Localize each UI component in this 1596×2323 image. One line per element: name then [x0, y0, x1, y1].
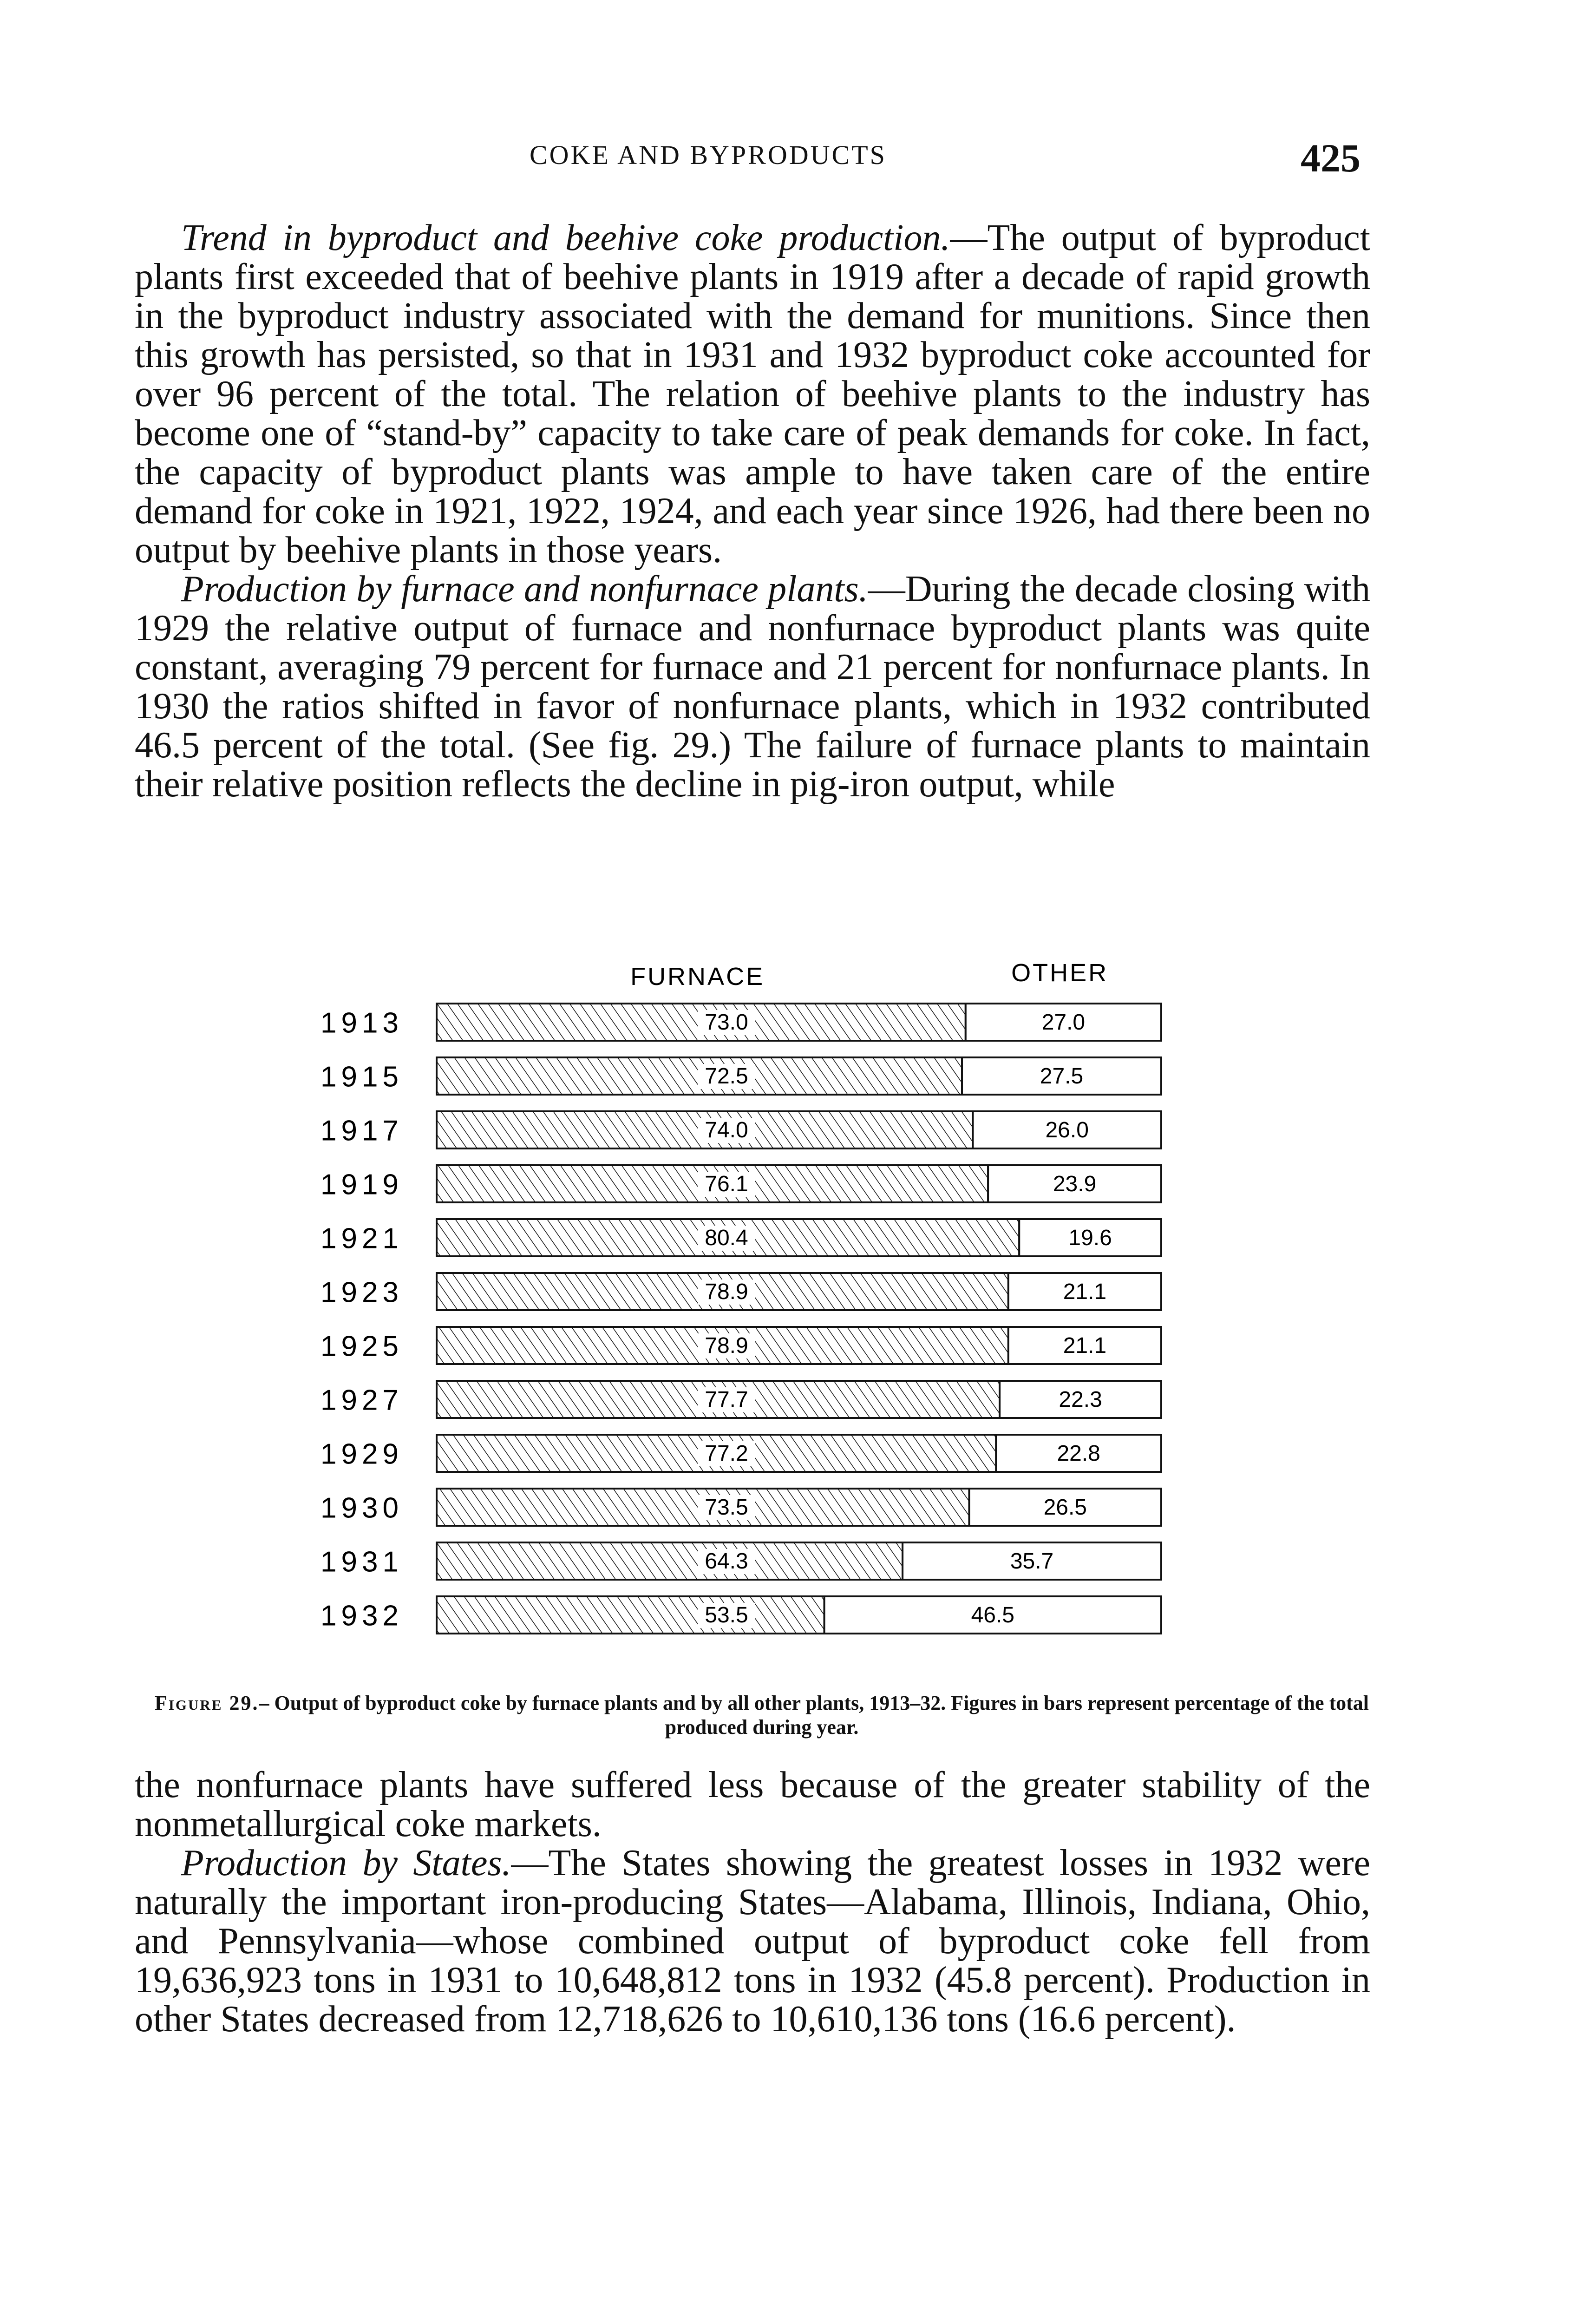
- text-furnace: —During the decade closing with 1929 the relative output of furnace and nonfurnace byproduct plants was quite constant, averaging 79 percent for furnace and 21 percent for nonfurnace plants. In 1930 the ratios shifted in favor of nonfurnace plants, which in 1932 contributed 46.5 percent of the total. (See fig. 29.) The failure of furnace plants to maintain their relative position reflects the decline in pig-iron output, while: [135, 569, 1370, 805]
- paragraph-trend: [135, 218, 1370, 570]
- year-label: 1923: [321, 1276, 403, 1309]
- year-label: 1932: [321, 1600, 403, 1632]
- bar-furnace: [437, 1542, 903, 1580]
- bar-other-value: 21.1: [1063, 1280, 1107, 1304]
- bar-furnace-value: 74.0: [705, 1118, 748, 1142]
- page-number: 425: [1301, 136, 1361, 180]
- bar-furnace-value: 53.5: [705, 1603, 748, 1627]
- header-furnace: FURNACE: [630, 963, 765, 991]
- bar-furnace-value: 77.2: [705, 1441, 748, 1466]
- header-other: OTHER: [1011, 959, 1109, 987]
- year-label: 1921: [321, 1222, 403, 1255]
- bar-other-value: 26.5: [1043, 1495, 1087, 1520]
- figure-label: Figure 29.: [154, 1692, 259, 1714]
- heading-trend: Trend in byproduct and beehive coke production.: [181, 217, 950, 258]
- year-label: 1917: [321, 1115, 403, 1147]
- bar-furnace-value: 80.4: [705, 1226, 748, 1250]
- year-label: 1931: [321, 1546, 403, 1578]
- bar-other-value: 19.6: [1068, 1226, 1112, 1250]
- heading-furnace: Production by furnace and nonfurnace plants.: [181, 569, 868, 610]
- year-label: 1929: [321, 1438, 403, 1470]
- text-trend: —The output of byproduct plants first exceeded that of beehive plants in 1919 after a decade of rapid growth in the byproduct industry associated with the demand for munitions. Since then this growth has persisted, so that in 1931 and 1932 byproduct coke accounted for over 96 percent of the total. The relation of beehive plants to the industry has become one of “stand-by” capacity to take care of peak demands for coke. In fact, the capacity of byproduct plants was ample to have taken care of the entire demand for coke in 1921, 1922, 1924, and each year since 1926, had there been no output by beehive plants in those years.: [135, 217, 1370, 571]
- bar-furnace-value: 72.5: [705, 1064, 748, 1089]
- bar-furnace-value: 78.9: [705, 1333, 748, 1358]
- year-label: 1927: [321, 1384, 403, 1417]
- bar-furnace-value: 73.5: [705, 1495, 748, 1520]
- bar-furnace: [437, 1596, 824, 1634]
- year-label: 1913: [321, 1007, 403, 1039]
- heading-states: Production by States.: [181, 1843, 511, 1883]
- chart-svg: [316, 948, 1198, 1663]
- year-label: 1930: [321, 1492, 403, 1524]
- body-text-bottom: [135, 1765, 1370, 2039]
- figure-29-chart: [316, 948, 1198, 1663]
- year-label: 1919: [321, 1168, 403, 1201]
- running-title: COKE AND BYPRODUCTS: [530, 140, 887, 170]
- paragraph-furnace: [135, 570, 1370, 804]
- figure-caption-text: – Output of byproduct coke by furnace plants and by all other plants, 1913–32. Figures in bars represent percentage of the total produced during year.: [259, 1692, 1369, 1739]
- bar-furnace-value: 77.7: [705, 1387, 748, 1412]
- bar-furnace-value: 73.0: [705, 1010, 748, 1035]
- bar-other-value: 35.7: [1010, 1549, 1054, 1574]
- text-states: —The States showing the greatest losses in 1932 were naturally the important iron-producing States—Alabama, Illinois, Indiana, Ohio, and Pennsylvania—whose combined output of byproduct coke fell from 19,636,923 tons in 1931 to 10,648,812 tons in 1932 (45.8 percent). Production in other States decreased from 12,718,626 to 10,610,136 tons (16.6 percent).: [135, 1843, 1370, 2040]
- bar-other-value: 22.3: [1059, 1387, 1102, 1412]
- bar-other-value: 23.9: [1053, 1172, 1097, 1196]
- body-text-top: [135, 218, 1370, 804]
- paragraph-states: [135, 1844, 1370, 2039]
- figure-caption: [149, 1691, 1375, 1739]
- bar-other-value: 21.1: [1063, 1333, 1107, 1358]
- bar-furnace-value: 78.9: [705, 1280, 748, 1304]
- year-label: 1925: [321, 1330, 403, 1363]
- bar-other-value: 27.0: [1041, 1010, 1086, 1035]
- bar-other-value: 26.0: [1045, 1118, 1089, 1142]
- year-label: 1915: [321, 1061, 403, 1093]
- bar-furnace-value: 76.1: [705, 1172, 748, 1196]
- bar-other-value: 46.5: [971, 1603, 1015, 1627]
- paragraph-continuation: the nonfurnace plants have suffered less because of the greater stability of the nonmetallurgical coke markets.: [135, 1765, 1370, 1844]
- bar-other-value: 22.8: [1057, 1441, 1100, 1466]
- bar-other-value: 27.5: [1040, 1064, 1084, 1089]
- bar-furnace-value: 64.3: [705, 1549, 748, 1574]
